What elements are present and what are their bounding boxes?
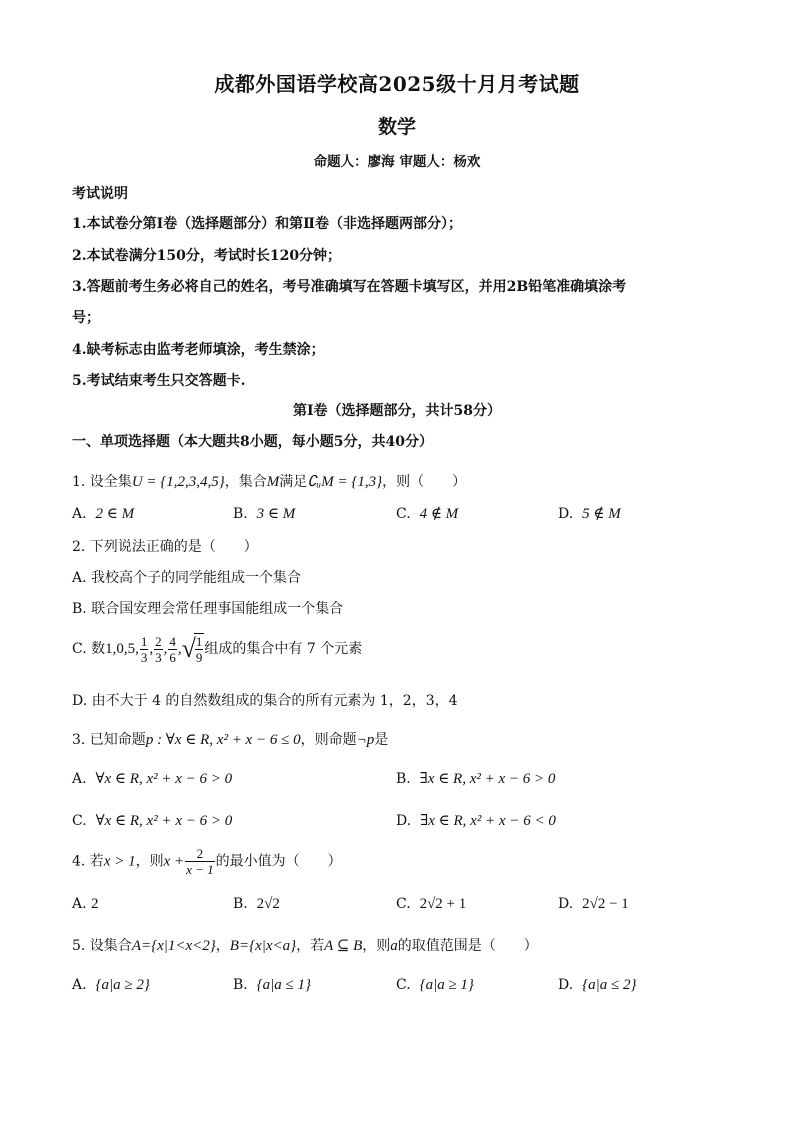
q4-option-c: C. 2√2 + 1 [396, 896, 467, 912]
q4-option-d: D. 2√2 − 1 [558, 896, 629, 912]
q3-option-a: A. ∀x ∈ R, x² + x − 6 > 0 [72, 771, 233, 787]
fraction: $\frac{1}{3}$ [140, 633, 148, 665]
q1-suffix: ，则（ ） [382, 474, 467, 490]
q4-option-a: A. 2 [72, 896, 99, 912]
fraction: $\frac{2}{3}$ [155, 633, 162, 665]
sqrt-fraction: √ $\frac{1}{9}$ [181, 634, 203, 665]
section-title: 第Ⅰ卷（选择题部分，共计58分） [292, 403, 502, 419]
q1-option-c: C. 4 ∉ M [396, 506, 459, 522]
instructions-heading: 考试说明 [72, 186, 128, 202]
q3-option-d: D. ∃x ∈ R, x² + x − 6 < 0 [396, 813, 556, 829]
question-2-stem: 2. 下列说法正确的是（ ） [72, 539, 258, 555]
q3-negation: ¬p [356, 732, 375, 748]
exam-subject: 数学 [377, 116, 416, 138]
q5-option-a: A. {a|a ≥ 2} [72, 977, 150, 993]
instruction-item: 4.缺考标志由监考老师填涂，考生禁涂； [72, 342, 325, 358]
q1-var-m: M [266, 474, 280, 490]
q1-set-u: U = {1,2,3,4,5} [131, 474, 225, 490]
q1-option-a: A. 2 ∈ M [72, 506, 135, 522]
question-3-stem: 3. 已知命题p : ∀x ∈ R, x² + x − 6 ≤ 0，则命题¬p是 [72, 732, 389, 748]
q4-option-b: B. 2√2 [233, 896, 280, 912]
q1-complement-expr: ∁ᵤM = {1,3} [307, 474, 383, 490]
q5-option-d: D. {a|a ≤ 2} [558, 977, 637, 993]
question-1-stem [72, 471, 466, 491]
q1-prefix: 1. 设全集 [72, 474, 132, 490]
exam-authors: 命题人：廖海 审题人：杨欢 [313, 154, 481, 170]
q5-set-a: A={x|1<x<2} [131, 938, 216, 954]
q1-mid2: 满足 [279, 474, 308, 490]
exam-title: 成都外国语学校高2025级十月月考试题 [214, 72, 580, 96]
question-5-stem: 5. 设集合A={x|1<x<2}，B={x|x<a}，若A ⊆ B，则a的取值范围是（ ） [72, 938, 538, 954]
instruction-item: 3.答题前考生务必将自己的姓名，考号准确填写在答题卡填写区，并用2B铅笔准确填涂考 [72, 279, 627, 295]
q3-proposition: p : ∀x ∈ R, x² + x − 6 ≤ 0 [145, 732, 301, 748]
instruction-item: 1.本试卷分第Ⅰ卷（选择题部分）和第Ⅱ卷（非选择题两部分）； [72, 216, 462, 232]
q1-mid: ，集合 [224, 474, 267, 490]
instruction-item: 号； [72, 310, 100, 326]
q1-option-b: B. 3 ∈ M [233, 506, 296, 522]
q3-option-b: B. ∃x ∈ R, x² + x − 6 > 0 [396, 771, 556, 787]
instruction-item: 5.考试结束考生只交答题卡. [72, 373, 246, 389]
q5-option-b: B. {a|a ≤ 1} [233, 977, 312, 993]
q5-option-c: C. {a|a ≥ 1} [396, 977, 474, 993]
q2-option-d: D. 由不大于 4 的自然数组成的集合的所有元素为 1，2，3，4 [72, 693, 458, 709]
q3-option-c: C. ∀x ∈ R, x² + x − 6 > 0 [72, 813, 233, 829]
q5-set-b: B={x|x<a} [229, 938, 297, 954]
part-title: 一、单项选择题（本大题共8小题，每小题5分，共40分） [72, 434, 433, 450]
q2-option-a: A. 我校高个子的同学能组成一个集合 [72, 570, 302, 586]
q2-option-c: C. 数1,0,5, $\frac{1}{3}$ , $\frac{2}{3}$ , $\frac{4}{6}$ ,√ $\frac{1}{9}$ 组成的集合中有 7 个元素 [72, 633, 363, 665]
fraction: $\frac{2}{x - 1}$ [186, 846, 214, 877]
instruction-item: 2.本试卷满分150分，考试时长120分钟； [72, 248, 342, 264]
fraction: $\frac{4}{6}$ [169, 633, 176, 665]
q2-option-b: B. 联合国安理会常任理事国能组成一个集合 [72, 601, 344, 617]
question-4-stem: 4. 若x > 1，则x + $\frac{2}{x - 1}$ 的最小值为（ ） [72, 846, 342, 877]
q1-option-d: D. 5 ∉ M [558, 506, 621, 522]
